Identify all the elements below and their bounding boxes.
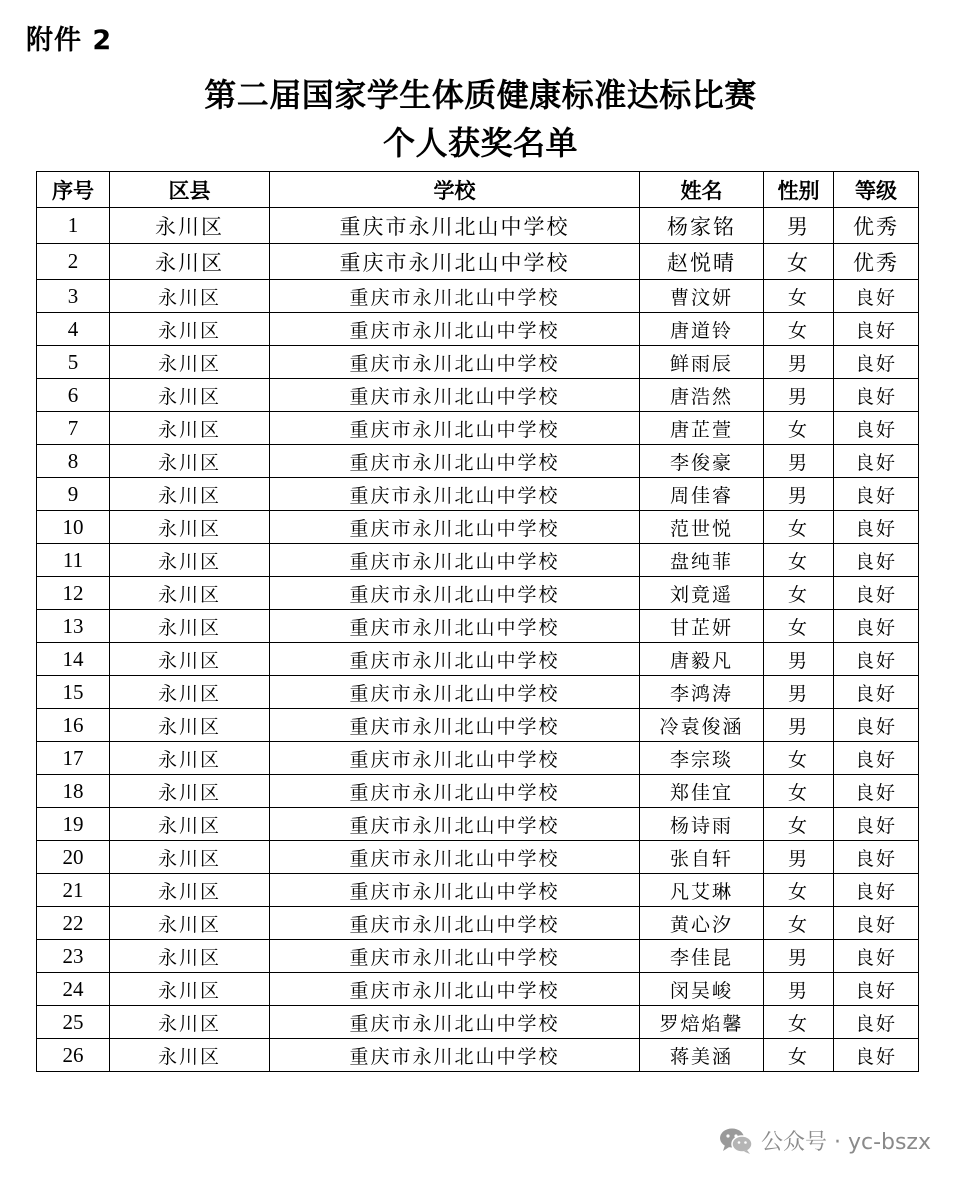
cell-index: 23 xyxy=(37,940,110,973)
table-row xyxy=(37,676,919,709)
cell-gender: 男 xyxy=(764,346,834,379)
cell-district: 永川区 xyxy=(110,478,270,511)
cell-name: 杨家铭 xyxy=(640,208,764,244)
cell-gender: 女 xyxy=(764,742,834,775)
cell-name: 李鸿涛 xyxy=(640,676,764,709)
cell-school: 重庆市永川北山中学校 xyxy=(270,478,640,511)
table-row xyxy=(37,643,919,676)
column-header-district: 区县 xyxy=(110,172,270,208)
table-row xyxy=(37,379,919,412)
column-header-school: 学校 xyxy=(270,172,640,208)
cell-name: 甘芷妍 xyxy=(640,610,764,643)
table-row xyxy=(37,577,919,610)
cell-district: 永川区 xyxy=(110,577,270,610)
cell-name: 黄心汐 xyxy=(640,907,764,940)
cell-index: 3 xyxy=(37,280,110,313)
table-row xyxy=(37,973,919,1006)
attachment-label: 附件 2 xyxy=(26,25,113,56)
cell-level: 优秀 xyxy=(834,208,919,244)
cell-index: 10 xyxy=(37,511,110,544)
cell-index: 16 xyxy=(37,709,110,742)
cell-name: 唐浩然 xyxy=(640,379,764,412)
cell-gender: 男 xyxy=(764,643,834,676)
cell-level: 良好 xyxy=(834,775,919,808)
table-row xyxy=(37,445,919,478)
cell-level: 良好 xyxy=(834,940,919,973)
cell-index: 5 xyxy=(37,346,110,379)
cell-school: 重庆市永川北山中学校 xyxy=(270,676,640,709)
cell-index: 2 xyxy=(37,244,110,280)
cell-school: 重庆市永川北山中学校 xyxy=(270,643,640,676)
cell-level: 良好 xyxy=(834,478,919,511)
cell-name: 曹汶妍 xyxy=(640,280,764,313)
award-list-table xyxy=(36,171,919,1072)
cell-district: 永川区 xyxy=(110,244,270,280)
cell-gender: 女 xyxy=(764,244,834,280)
cell-index: 18 xyxy=(37,775,110,808)
cell-school: 重庆市永川北山中学校 xyxy=(270,973,640,1006)
cell-district: 永川区 xyxy=(110,940,270,973)
cell-name: 唐道铃 xyxy=(640,313,764,346)
table-row xyxy=(37,1006,919,1039)
cell-level: 良好 xyxy=(834,412,919,445)
cell-index: 9 xyxy=(37,478,110,511)
table-row xyxy=(37,610,919,643)
cell-gender: 女 xyxy=(764,610,834,643)
cell-level: 良好 xyxy=(834,874,919,907)
cell-gender: 男 xyxy=(764,478,834,511)
cell-level: 良好 xyxy=(834,1039,919,1072)
cell-level: 良好 xyxy=(834,577,919,610)
cell-index: 17 xyxy=(37,742,110,775)
table-row xyxy=(37,412,919,445)
cell-index: 4 xyxy=(37,313,110,346)
cell-district: 永川区 xyxy=(110,544,270,577)
table-row xyxy=(37,874,919,907)
table-row xyxy=(37,511,919,544)
cell-index: 21 xyxy=(37,874,110,907)
cell-index: 22 xyxy=(37,907,110,940)
cell-gender: 男 xyxy=(764,379,834,412)
cell-level: 良好 xyxy=(834,379,919,412)
cell-gender: 男 xyxy=(764,973,834,1006)
cell-name: 凡艾琳 xyxy=(640,874,764,907)
cell-school: 重庆市永川北山中学校 xyxy=(270,577,640,610)
cell-name: 李俊豪 xyxy=(640,445,764,478)
cell-level: 良好 xyxy=(834,511,919,544)
cell-level: 良好 xyxy=(834,808,919,841)
cell-school: 重庆市永川北山中学校 xyxy=(270,874,640,907)
cell-index: 24 xyxy=(37,973,110,1006)
cell-gender: 女 xyxy=(764,874,834,907)
cell-school: 重庆市永川北山中学校 xyxy=(270,742,640,775)
cell-school: 重庆市永川北山中学校 xyxy=(270,379,640,412)
table-row xyxy=(37,775,919,808)
cell-district: 永川区 xyxy=(110,973,270,1006)
cell-level: 优秀 xyxy=(834,244,919,280)
cell-school: 重庆市永川北山中学校 xyxy=(270,244,640,280)
cell-school: 重庆市永川北山中学校 xyxy=(270,1039,640,1072)
watermark-text: 公众号 · yc-bszx xyxy=(760,1130,931,1155)
cell-name: 李佳昆 xyxy=(640,940,764,973)
table-row xyxy=(37,940,919,973)
cell-school: 重庆市永川北山中学校 xyxy=(270,907,640,940)
cell-district: 永川区 xyxy=(110,775,270,808)
cell-name: 李宗琰 xyxy=(640,742,764,775)
cell-gender: 男 xyxy=(764,445,834,478)
cell-school: 重庆市永川北山中学校 xyxy=(270,940,640,973)
cell-level: 良好 xyxy=(834,544,919,577)
document-title: 第二届国家学生体质健康标准达标比赛 xyxy=(204,76,757,114)
cell-district: 永川区 xyxy=(110,643,270,676)
cell-index: 15 xyxy=(37,676,110,709)
cell-gender: 男 xyxy=(764,208,834,244)
column-header-name: 姓名 xyxy=(640,172,764,208)
cell-gender: 女 xyxy=(764,313,834,346)
cell-district: 永川区 xyxy=(110,346,270,379)
cell-level: 良好 xyxy=(834,742,919,775)
cell-level: 良好 xyxy=(834,709,919,742)
cell-district: 永川区 xyxy=(110,1039,270,1072)
cell-index: 25 xyxy=(37,1006,110,1039)
cell-district: 永川区 xyxy=(110,610,270,643)
cell-index: 12 xyxy=(37,577,110,610)
cell-gender: 女 xyxy=(764,577,834,610)
cell-gender: 男 xyxy=(764,676,834,709)
column-header-index: 序号 xyxy=(37,172,110,208)
wechat-icon xyxy=(719,1127,753,1155)
cell-gender: 女 xyxy=(764,775,834,808)
cell-index: 7 xyxy=(37,412,110,445)
cell-index: 1 xyxy=(37,208,110,244)
cell-index: 20 xyxy=(37,841,110,874)
cell-district: 永川区 xyxy=(110,676,270,709)
cell-school: 重庆市永川北山中学校 xyxy=(270,208,640,244)
cell-district: 永川区 xyxy=(110,379,270,412)
cell-district: 永川区 xyxy=(110,1006,270,1039)
cell-name: 罗焙焰馨 xyxy=(640,1006,764,1039)
cell-name: 唐芷萱 xyxy=(640,412,764,445)
cell-school: 重庆市永川北山中学校 xyxy=(270,544,640,577)
column-header-level: 等级 xyxy=(834,172,919,208)
cell-gender: 女 xyxy=(764,412,834,445)
cell-gender: 女 xyxy=(764,1039,834,1072)
cell-name: 范世悦 xyxy=(640,511,764,544)
table-header-row xyxy=(37,172,919,208)
cell-gender: 女 xyxy=(764,907,834,940)
cell-district: 永川区 xyxy=(110,445,270,478)
cell-gender: 女 xyxy=(764,1006,834,1039)
cell-index: 14 xyxy=(37,643,110,676)
table-row xyxy=(37,742,919,775)
cell-index: 8 xyxy=(37,445,110,478)
cell-level: 良好 xyxy=(834,445,919,478)
cell-school: 重庆市永川北山中学校 xyxy=(270,280,640,313)
cell-level: 良好 xyxy=(834,313,919,346)
table-row xyxy=(37,1039,919,1072)
cell-name: 刘竟遥 xyxy=(640,577,764,610)
cell-school: 重庆市永川北山中学校 xyxy=(270,808,640,841)
table-row xyxy=(37,478,919,511)
table-row xyxy=(37,841,919,874)
cell-level: 良好 xyxy=(834,676,919,709)
cell-district: 永川区 xyxy=(110,313,270,346)
cell-district: 永川区 xyxy=(110,511,270,544)
cell-index: 6 xyxy=(37,379,110,412)
table-row xyxy=(37,544,919,577)
cell-level: 良好 xyxy=(834,1006,919,1039)
cell-school: 重庆市永川北山中学校 xyxy=(270,445,640,478)
cell-school: 重庆市永川北山中学校 xyxy=(270,841,640,874)
cell-index: 13 xyxy=(37,610,110,643)
cell-level: 良好 xyxy=(834,841,919,874)
cell-name: 鲜雨辰 xyxy=(640,346,764,379)
cell-gender: 男 xyxy=(764,940,834,973)
cell-school: 重庆市永川北山中学校 xyxy=(270,313,640,346)
cell-district: 永川区 xyxy=(110,208,270,244)
watermark xyxy=(719,1125,931,1156)
cell-name: 杨诗雨 xyxy=(640,808,764,841)
cell-name: 闵吴峻 xyxy=(640,973,764,1006)
cell-district: 永川区 xyxy=(110,742,270,775)
table-row xyxy=(37,208,919,244)
cell-name: 周佳睿 xyxy=(640,478,764,511)
cell-school: 重庆市永川北山中学校 xyxy=(270,610,640,643)
cell-gender: 男 xyxy=(764,709,834,742)
cell-district: 永川区 xyxy=(110,907,270,940)
table-row xyxy=(37,280,919,313)
cell-name: 蒋美涵 xyxy=(640,1039,764,1072)
column-header-gender: 性别 xyxy=(764,172,834,208)
cell-gender: 男 xyxy=(764,841,834,874)
cell-level: 良好 xyxy=(834,973,919,1006)
table-body xyxy=(37,208,919,1072)
cell-name: 张自轩 xyxy=(640,841,764,874)
cell-name: 赵悦晴 xyxy=(640,244,764,280)
cell-name: 盘纯菲 xyxy=(640,544,764,577)
cell-district: 永川区 xyxy=(110,808,270,841)
cell-school: 重庆市永川北山中学校 xyxy=(270,709,640,742)
cell-district: 永川区 xyxy=(110,841,270,874)
cell-level: 良好 xyxy=(834,610,919,643)
cell-level: 良好 xyxy=(834,643,919,676)
cell-level: 良好 xyxy=(834,346,919,379)
table-row xyxy=(37,808,919,841)
cell-name: 郑佳宜 xyxy=(640,775,764,808)
cell-district: 永川区 xyxy=(110,709,270,742)
cell-index: 19 xyxy=(37,808,110,841)
cell-school: 重庆市永川北山中学校 xyxy=(270,775,640,808)
cell-name: 冷袁俊涵 xyxy=(640,709,764,742)
table-row xyxy=(37,709,919,742)
table-row xyxy=(37,346,919,379)
cell-district: 永川区 xyxy=(110,280,270,313)
cell-index: 11 xyxy=(37,544,110,577)
cell-gender: 女 xyxy=(764,808,834,841)
cell-school: 重庆市永川北山中学校 xyxy=(270,346,640,379)
table-row xyxy=(37,313,919,346)
cell-index: 26 xyxy=(37,1039,110,1072)
cell-school: 重庆市永川北山中学校 xyxy=(270,1006,640,1039)
cell-level: 良好 xyxy=(834,907,919,940)
cell-gender: 女 xyxy=(764,511,834,544)
cell-name: 唐毅凡 xyxy=(640,643,764,676)
cell-gender: 女 xyxy=(764,544,834,577)
cell-level: 良好 xyxy=(834,280,919,313)
cell-school: 重庆市永川北山中学校 xyxy=(270,511,640,544)
document-subtitle: 个人获奖名单 xyxy=(382,124,578,162)
cell-district: 永川区 xyxy=(110,412,270,445)
table-row xyxy=(37,907,919,940)
cell-school: 重庆市永川北山中学校 xyxy=(270,412,640,445)
cell-district: 永川区 xyxy=(110,874,270,907)
table-row xyxy=(37,244,919,280)
cell-gender: 女 xyxy=(764,280,834,313)
